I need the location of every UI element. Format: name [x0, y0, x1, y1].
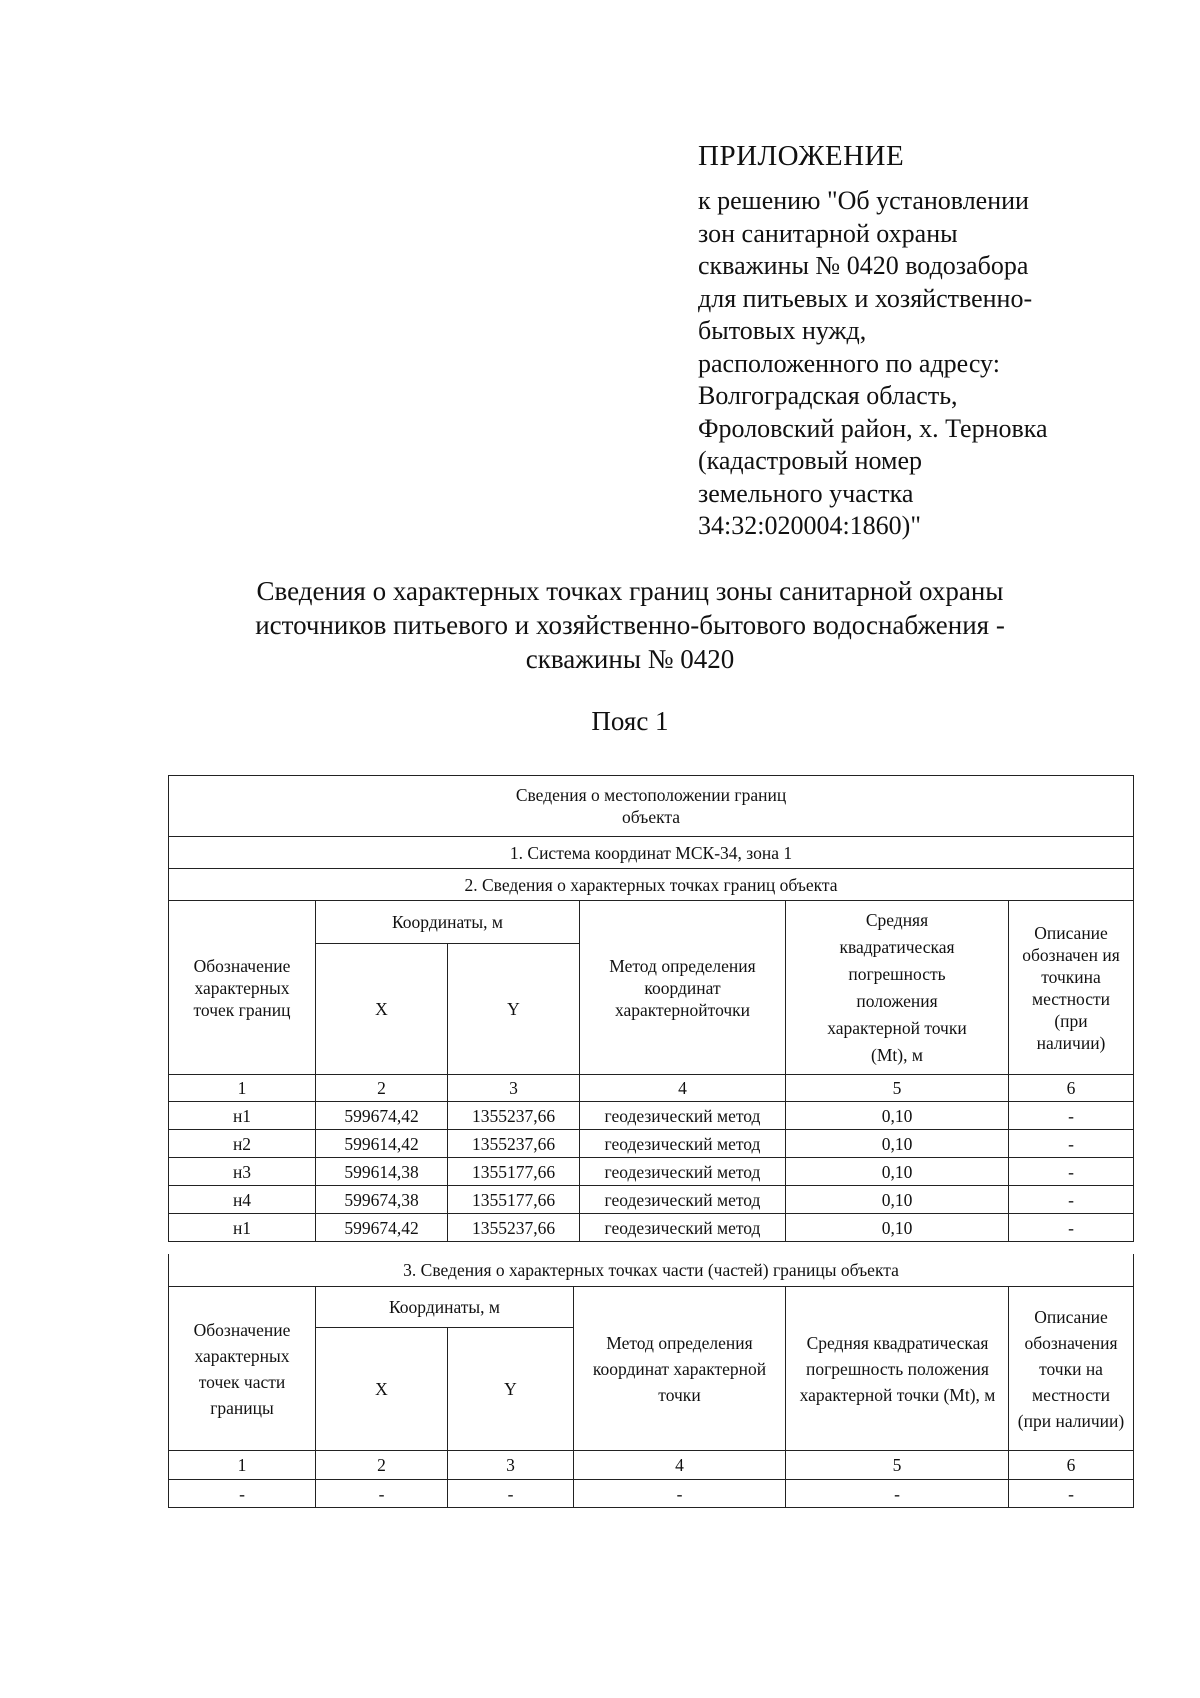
zone-label: Пояс 1	[591, 706, 669, 736]
table-row	[169, 1214, 1134, 1242]
cell-point: -	[169, 1480, 316, 1508]
cell-method: геодезический метод	[580, 1130, 786, 1158]
cell-y: 1355237,66	[448, 1214, 580, 1242]
col-number: 1	[169, 1075, 316, 1102]
appendix-line: (кадастровый номер	[698, 446, 922, 475]
appendix-line: земельного участка	[698, 478, 914, 508]
col-number: 3	[448, 1075, 580, 1102]
cell-point: н1	[169, 1214, 316, 1242]
cell-method: -	[574, 1480, 786, 1508]
appendix-heading: ПРИЛОЖЕНИЕ	[698, 140, 905, 172]
cell-description: -	[1009, 1102, 1134, 1130]
title-line: скважины № 0420	[525, 644, 735, 674]
header-y: Y	[448, 1328, 574, 1451]
part-boundary-points-table	[168, 1254, 1134, 1508]
cell-error: 0,10	[786, 1130, 1009, 1158]
header-point: Обозначение характерных точек границ	[169, 901, 316, 1075]
cell-error: 0,10	[786, 1158, 1009, 1186]
cell-x: -	[316, 1480, 448, 1508]
table-caption: Сведения о местоположении границ объекта	[169, 776, 1134, 837]
cell-description: -	[1009, 1130, 1134, 1158]
col-number: 4	[574, 1451, 786, 1480]
header-method: Метод определения координат характернойточки	[580, 901, 786, 1075]
col-number: 6	[1009, 1075, 1134, 1102]
header-coords: Координаты, м	[316, 1287, 574, 1328]
header-description: Описание обозначения точки на местности (при наличии)	[1009, 1287, 1134, 1451]
cell-description: -	[1009, 1480, 1134, 1508]
col-number: 5	[786, 1075, 1009, 1102]
cell-error: 0,10	[786, 1214, 1009, 1242]
col-number: 3	[448, 1451, 574, 1480]
header-y: Y	[448, 944, 580, 1075]
appendix-line: зон санитарной охраны	[698, 218, 958, 248]
cell-error: 0,10	[786, 1102, 1009, 1130]
table-row	[169, 1130, 1134, 1158]
appendix-line: бытовых нужд,	[698, 316, 867, 345]
appendix-block	[698, 140, 1158, 543]
cell-method: геодезический метод	[580, 1186, 786, 1214]
appendix-line: 34:32:020004:1860)"	[698, 511, 921, 540]
table-row	[169, 1480, 1134, 1508]
col-number: 2	[316, 1075, 448, 1102]
appendix-line: Фроловский район, х. Терновка	[698, 413, 1048, 443]
document-title	[150, 574, 1110, 676]
header-description: Описание обозначен ия точкина местности (при наличии)	[1009, 901, 1134, 1075]
boundary-points-table	[168, 775, 1134, 1242]
cell-y: 1355177,66	[448, 1186, 580, 1214]
cell-x: 599614,42	[316, 1130, 448, 1158]
header-coords: Координаты, м	[316, 901, 580, 944]
cell-y: 1355177,66	[448, 1158, 580, 1186]
appendix-line: расположенного по адресу:	[698, 348, 1000, 378]
table-row	[169, 1186, 1134, 1214]
header-point: Обозначение характерных точек части границы	[169, 1287, 316, 1451]
cell-method: геодезический метод	[580, 1214, 786, 1242]
section-heading: 1. Система координат МСК-34, зона 1	[169, 837, 1134, 869]
table-row	[169, 1158, 1134, 1186]
col-number: 4	[580, 1075, 786, 1102]
cell-error: -	[786, 1480, 1009, 1508]
appendix-line: Волгоградская область,	[698, 381, 958, 410]
cell-y: 1355237,66	[448, 1102, 580, 1130]
col-number: 1	[169, 1451, 316, 1480]
cell-method: геодезический метод	[580, 1102, 786, 1130]
cell-x: 599674,38	[316, 1186, 448, 1214]
appendix-line: для питьевых и хозяйственно-	[698, 283, 1033, 313]
title-line: источников питьевого и хозяйственно-бытового водоснабжения -	[255, 610, 1005, 640]
cell-error: 0,10	[786, 1186, 1009, 1214]
header-method: Метод определения координат характерной точки	[574, 1287, 786, 1451]
header-x: X	[316, 944, 448, 1075]
appendix-line: к решению "Об установлении	[698, 186, 1029, 215]
section-heading: 2. Сведения о характерных точках границ объекта	[169, 869, 1134, 901]
cell-x: 599614,38	[316, 1158, 448, 1186]
col-number: 2	[316, 1451, 448, 1480]
cell-y: 1355237,66	[448, 1130, 580, 1158]
cell-point: н1	[169, 1102, 316, 1130]
title-line: Сведения о характерных точках границ зоны санитарной охраны	[256, 576, 1004, 606]
header-x: X	[316, 1328, 448, 1451]
table-row	[169, 1102, 1134, 1130]
cell-point: н4	[169, 1186, 316, 1214]
section-heading: 3. Сведения о характерных точках части (частей) границы объекта	[169, 1254, 1134, 1287]
cell-point: н3	[169, 1158, 316, 1186]
header-error: Средняя квадратическая погрешность положения характерной точки (Mt), м	[786, 901, 1009, 1075]
cell-y: -	[448, 1480, 574, 1508]
cell-description: -	[1009, 1158, 1134, 1186]
cell-x: 599674,42	[316, 1102, 448, 1130]
appendix-line: скважины № 0420 водозабора	[698, 251, 1029, 280]
cell-x: 599674,42	[316, 1214, 448, 1242]
cell-method: геодезический метод	[580, 1158, 786, 1186]
cell-description: -	[1009, 1186, 1134, 1214]
cell-description: -	[1009, 1214, 1134, 1242]
col-number: 5	[786, 1451, 1009, 1480]
col-number: 6	[1009, 1451, 1134, 1480]
header-error: Средняя квадратическая погрешность положения характерной точки (Mt), м	[786, 1287, 1009, 1451]
cell-point: н2	[169, 1130, 316, 1158]
